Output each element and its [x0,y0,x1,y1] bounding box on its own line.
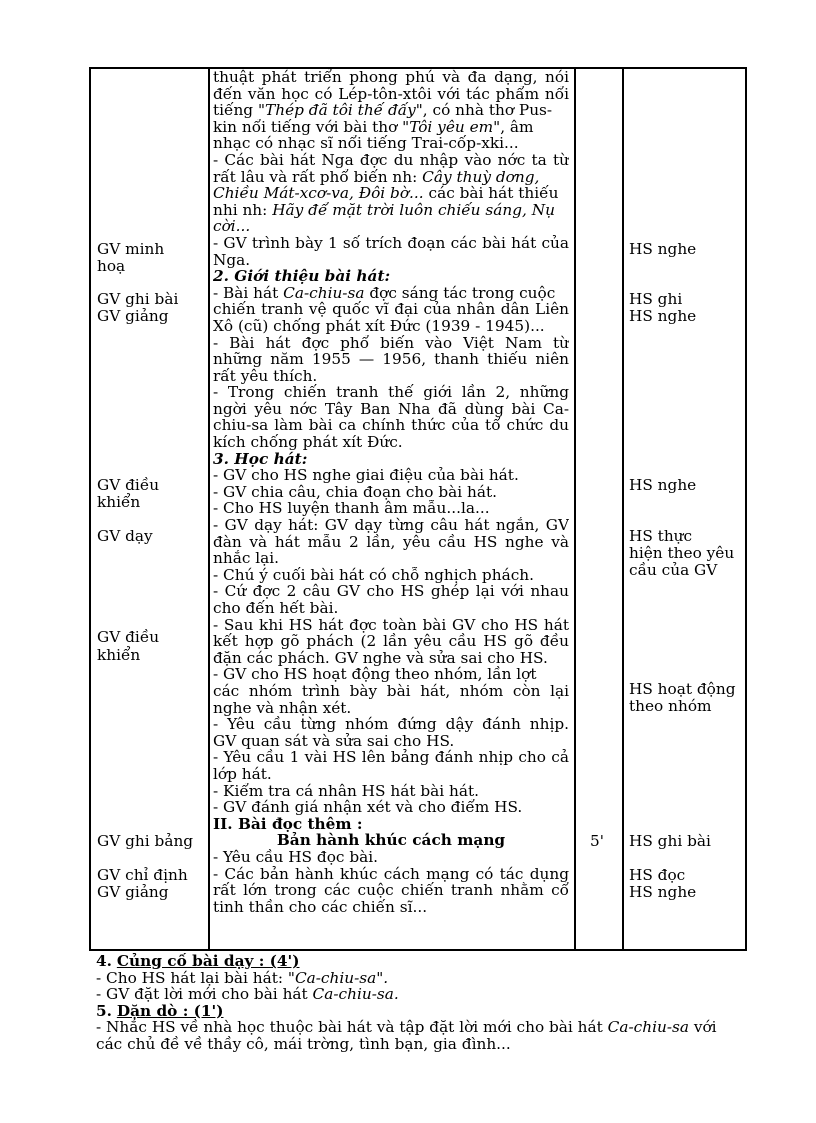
content-line: thuật phát triển phong phú và đa dạng, nói [213,69,569,86]
content-line: - Sau khi HS hát đợc toàn bài GV cho HS hát [213,616,569,634]
content-line: những năm 1955 — 1956, thanh thiếu niên [213,351,569,368]
content-line: ngời yêu nớc Tây Ban Nha đã dùng bài Ca- [213,400,569,418]
content-line: chiu-sa làm bài ca chính thức của tổ chức du [213,417,569,435]
content-line: cho đến hết bài. [213,600,339,617]
content-line: - Cứ đợc 2 câu GV cho HS ghép lại với nhau [213,583,569,600]
content-line: tiếng "Thép đã tôi thế đấy", có nhà thơ Pus- [213,102,553,119]
content-line: các nhóm trình bày bài hát, nhóm còn lại [213,682,569,700]
content-line: đàn và hát mẫu 2 lần, yêu cầu HS nghe và [213,533,569,551]
content-line: - Yêu cầu 1 vài HS lên bảng đánh nhịp cho cả [213,749,569,766]
content-line: nghe và nhận xét. [213,699,352,717]
student-note: hiện theo yêu [629,544,735,562]
content-line: rất lâu và rất phổ biến nh: Cây thuỳ dơng, [213,168,540,186]
content-line: đến văn học có Lép-tôn-xtôi với tác phẩm nổi [213,85,569,103]
content-line: nhắc lại. [213,550,280,567]
teacher-note: GV điều [97,476,160,494]
content-line: lớp hát. [213,765,272,783]
content-line: - GV cho HS nghe giai điệu của bài hát. [213,467,519,484]
content-line: - GV đánh giá nhận xét và cho điểm HS. [213,799,523,816]
teacher-note: GV chỉ định [97,866,188,884]
content-line: - Yêu cầu từng nhóm đứng dậy đánh nhịp. [213,716,569,733]
footer-line: - GV đặt lời mới cho bài hát Ca-chiu-sa. [96,986,399,1003]
content-line: Xô (cũ) chống phát xít Đức (1939 - 1945)... [213,317,545,335]
content-line: - GV dạy hát: GV dạy từng câu hát ngắn, GV [213,517,569,534]
student-note: HS hoạt động [629,680,736,698]
lesson-footer [96,953,736,1053]
content-text [213,69,569,915]
content-line: kết hợp gõ phách (2 lần yêu cầu HS gõ đều [213,633,569,650]
content-column [209,68,575,950]
student-note: HS nghe [629,476,697,494]
student-note: HS ghi [629,290,683,308]
content-line: chiến tranh vệ quốc vĩ đại của nhân dân Liên [213,301,569,318]
content-line: - Bài hát đợc phổ biến vào Việt Nam từ [213,334,569,352]
teacher-note: GV ghi bài [97,290,179,308]
footer-line: - Nhắc HS về nhà học thuộc bài hát và tập đặt lời mới cho bài hát Ca-chiu-sa với [96,1019,717,1036]
student-note: HS nghe [629,883,697,901]
content-line: tinh thần cho các chiến sĩ... [213,898,428,916]
content-line: nhạc có nhạc sĩ nổi tiếng Trai-cốp-xki... [213,135,519,152]
student-note: cầu của GV [629,561,718,579]
content-line: rất lớn trong các cuộc chiến tranh nhằm cổ [213,882,569,899]
teacher-note: GV điều [97,628,160,646]
student-note: HS thực [629,527,693,545]
time-column [575,68,623,950]
content-line: đặn các phách. GV nghe và sửa sai cho HS. [213,649,548,667]
content-line: cời... [213,218,251,235]
section-heading: 3. Học hát: [213,450,308,468]
content-line: - Chú ý cuối bài hát có chỗ nghịch phách. [213,566,534,584]
content-line: - Các bản hành khúc cách mạng có tác dụng [213,865,569,883]
content-line: - Kiểm tra cá nhân HS hát bài hát. [213,782,479,800]
teacher-note: GV ghi bảng [97,832,194,850]
student-note: HS nghe [629,307,697,325]
teacher-note: GV minh [97,240,165,258]
content-line: kin nổi tiếng với bài thơ "Tôi yêu em", âm [213,118,534,136]
footer-line: - Cho HS hát lại bài hát: "Ca-chiu-sa". [96,969,389,987]
section-heading: II. Bài đọc thêm : [213,815,363,833]
content-line: - Yêu cầu HS đọc bài. [213,848,379,866]
teacher-note: GV giảng [97,883,169,901]
teacher-note: GV dạy [97,527,153,545]
student-activity-column [623,68,746,950]
lesson-table [89,67,747,951]
teacher-note: khiển [97,493,141,511]
section-4-heading: 4. Củng cố bài dạy : (4') [96,953,300,970]
teacher-note: hoạ [97,257,126,275]
content-line: - Cho HS luyện thanh âm mẫu...la... [213,500,490,518]
content-line: - GV trình bày 1 số trích đoạn các bài hát của [213,234,569,252]
content-line: rất yêu thích. [213,367,318,385]
teacher-note: khiển [97,646,141,664]
content-line: - Trong chiến tranh thế giới lần 2, những [213,384,569,401]
content-line: Nga. [213,251,251,269]
content-line: - Bài hát Ca-chiu-sa đợc sáng tác trong cuộc [213,284,556,302]
content-line: - GV chia câu, chia đoạn cho bài hát. [213,483,497,501]
time-value: 5' [590,832,604,850]
reading-title: Bản hành khúc cách mạng [276,832,506,849]
content-line: - Các bài hát Nga đợc du nhập vào nớc ta từ [213,151,569,169]
content-line: GV quan sát và sửa sai cho HS. [213,732,455,750]
student-note: theo nhóm [629,697,712,715]
footer-line: các chủ đề về thầy cô, mái trờng, tình bạn, gia đình... [96,1035,511,1053]
content-line: Chiều Mát-xcơ-va, Đôi bờ... các bài hát thiếu [213,185,559,202]
content-line: - GV cho HS hoạt động theo nhóm, lần lợt [213,666,537,683]
student-note: HS nghe [629,240,697,258]
section-5-heading: 5. Dặn dò : (1') [96,1002,224,1020]
student-note: HS đọc [629,866,686,884]
content-line: nhi nh: Hãy để mặt trời luôn chiếu sáng, Nụ [213,201,555,219]
content-line: kích chống phát xít Đức. [213,434,403,451]
student-note: HS ghi bài [629,832,711,850]
teacher-activity-column [90,68,209,950]
section-heading: 2. Giới thiệu bài hát: [213,268,391,285]
teacher-note: GV giảng [97,307,169,325]
